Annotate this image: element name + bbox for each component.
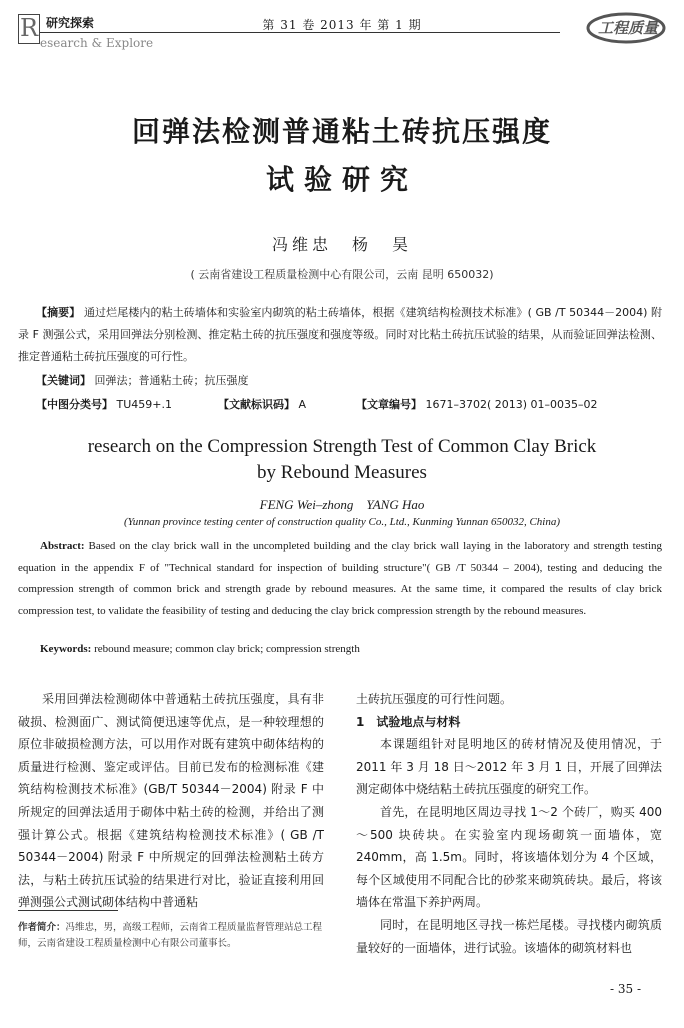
paper-title-line2: 试验研究 [265, 163, 418, 196]
column-name-cn: 研究探索 [46, 16, 95, 30]
keywords-en [40, 643, 360, 655]
authors-cn: 冯维忠 杨 昊 [271, 235, 412, 254]
author-footnote [18, 920, 328, 952]
abstract-en [18, 536, 662, 622]
page-number: - 35 - [610, 982, 642, 996]
keywords-en-text: rebound measure; common clay brick; compression strength [94, 643, 360, 655]
footnote-text: 冯维忠，男，高级工程师，云南省工程质量监督管理站总工程师，云南省建设工程质量检测中心有限公司董事长。 [18, 922, 323, 949]
article-no-value: 1671–3702( 2013) 01–0035–02 [425, 398, 598, 411]
english-title-line1: research on the Compression Strength Test of Common Clay Brick [87, 436, 597, 457]
body-paragraph: 首先，在昆明地区周边寻找 1～2 个砖厂，购买 400～500 块砖块。在实验室内现场砌筑一面墙体，宽 240mm，高 1.5m。同时，将该墙体划分为 4 个区域，每个区域使用不同配合比的砂浆来砌筑砖块。最后，将该墙体在常温下养护两周。 [356, 804, 662, 910]
affiliation-en: (Yunnan province testing center of construction quality Co., Ltd., Kunming Yunnan 650032, China) [123, 516, 561, 528]
abstract-cn [18, 302, 662, 368]
body-paragraph: 本课题组针对昆明地区的砖材情况及使用情况，于 2011 年 3 月 18 日～2012 年 3 月 1 日，开展了回弹法测定砌体中烧结粘土砖抗压强度的研究工作。 [356, 737, 662, 797]
doc-code-label: 【文献标识码】 [218, 398, 295, 411]
body-paragraph: 土砖抗压强度的可行性问题。 [356, 692, 513, 706]
section-heading: 1 试验地点与材料 [356, 714, 461, 729]
document-code [218, 396, 306, 412]
keywords-cn-text: 回弹法；普通粘土砖；抗压强度 [94, 374, 249, 387]
issue-info: 第 31 卷 2013 年 第 1 期 [262, 18, 422, 32]
abstract-cn-label: 【摘要】 [36, 306, 81, 319]
article-no-label: 【文章编号】 [356, 398, 422, 411]
footnote-rule [18, 910, 118, 911]
paper-title-line1: 回弹法检测普通粘土砖抗压强度 [131, 115, 552, 148]
body-paragraph: 采用回弹法检测砌体中普通粘土砖抗压强度，具有非破损、检测面广、测试简便迅速等优点，是一种较理想的原位非破损检测方法，可以用作对既有建筑中砌体结构的质量进行检测、鉴定或评估。目前已发布的检测标准《建筑结构检测技术标准》(GB/T 50344－2004) 附录 F 中所规定的回弹法适用于砌体中粘土砖的检测，并给出了测强计算公式。根据《建筑结构检测技术标准》( GB /T 50344－2004) 附录 F 中所规定的回弹法检测粘土砖方法，与粘土砖抗压试验的结果进行对比，验证直接利用回弹测强公式测试砌体结构中普通粘 [18, 692, 324, 910]
abstract-en-text: Based on the clay brick wall in the uncompleted building and the clay brick wall laying in the laboratory and strength testing equation in the appendix F of "Technical standard for inspection of building structure"( GB /T 50344 – 2004), testing and deducing the compression strength of common brick and strength grade by rebound measures. At the same time, it compared the results of clay brick compression test, to validate the feasibility of testing and deducing the clay brick compression strength by the rebound measures. [18, 540, 663, 617]
authors-en: FENG Wei–zhong YANG Hao [259, 497, 425, 512]
article-number [356, 396, 598, 412]
keywords-en-label: Keywords: [40, 643, 92, 655]
journal-logo [586, 6, 666, 46]
clc-number [36, 396, 172, 412]
affiliation-cn: ( 云南省建设工程质量检测中心有限公司，云南 昆明 650032) [190, 268, 494, 281]
body-left-column [18, 688, 324, 914]
body-right-column [356, 688, 662, 959]
keywords-cn-label: 【关键词】 [36, 374, 91, 387]
abstract-en-label: Abstract: [40, 540, 85, 552]
logo-text: 工程质量 [597, 19, 659, 37]
doc-code-value: A [298, 398, 307, 411]
body-paragraph: 同时，在昆明地区寻找一栋烂尾楼。寻找楼内砌筑质量较好的一面墙体，进行试验。该墙体的砌筑材料也 [356, 917, 662, 955]
keywords-cn [36, 372, 249, 388]
header-initial-box: R [19, 14, 39, 42]
english-title-line2: by Rebound Measures [257, 462, 427, 483]
column-name-en: esearch & Explore [40, 36, 154, 50]
footnote-label: 作者简介： [18, 922, 66, 933]
abstract-cn-text: 通过烂尾楼内的粘土砖墙体和实验室内砌筑的粘土砖墙体，根据《建筑结构检测技术标准》( GB /T 50344－2004) 附录 F 测强公式，采用回弹法分别检测、推定粘土砖的抗压强度和强度等级。同时对比粘土砖抗压试验的结果，从而验证回弹法检测、推定普通粘土砖抗压强度的可行性。 [18, 306, 663, 363]
clc-label: 【中图分类号】 [36, 398, 113, 411]
clc-value: TU459+.1 [116, 398, 172, 411]
